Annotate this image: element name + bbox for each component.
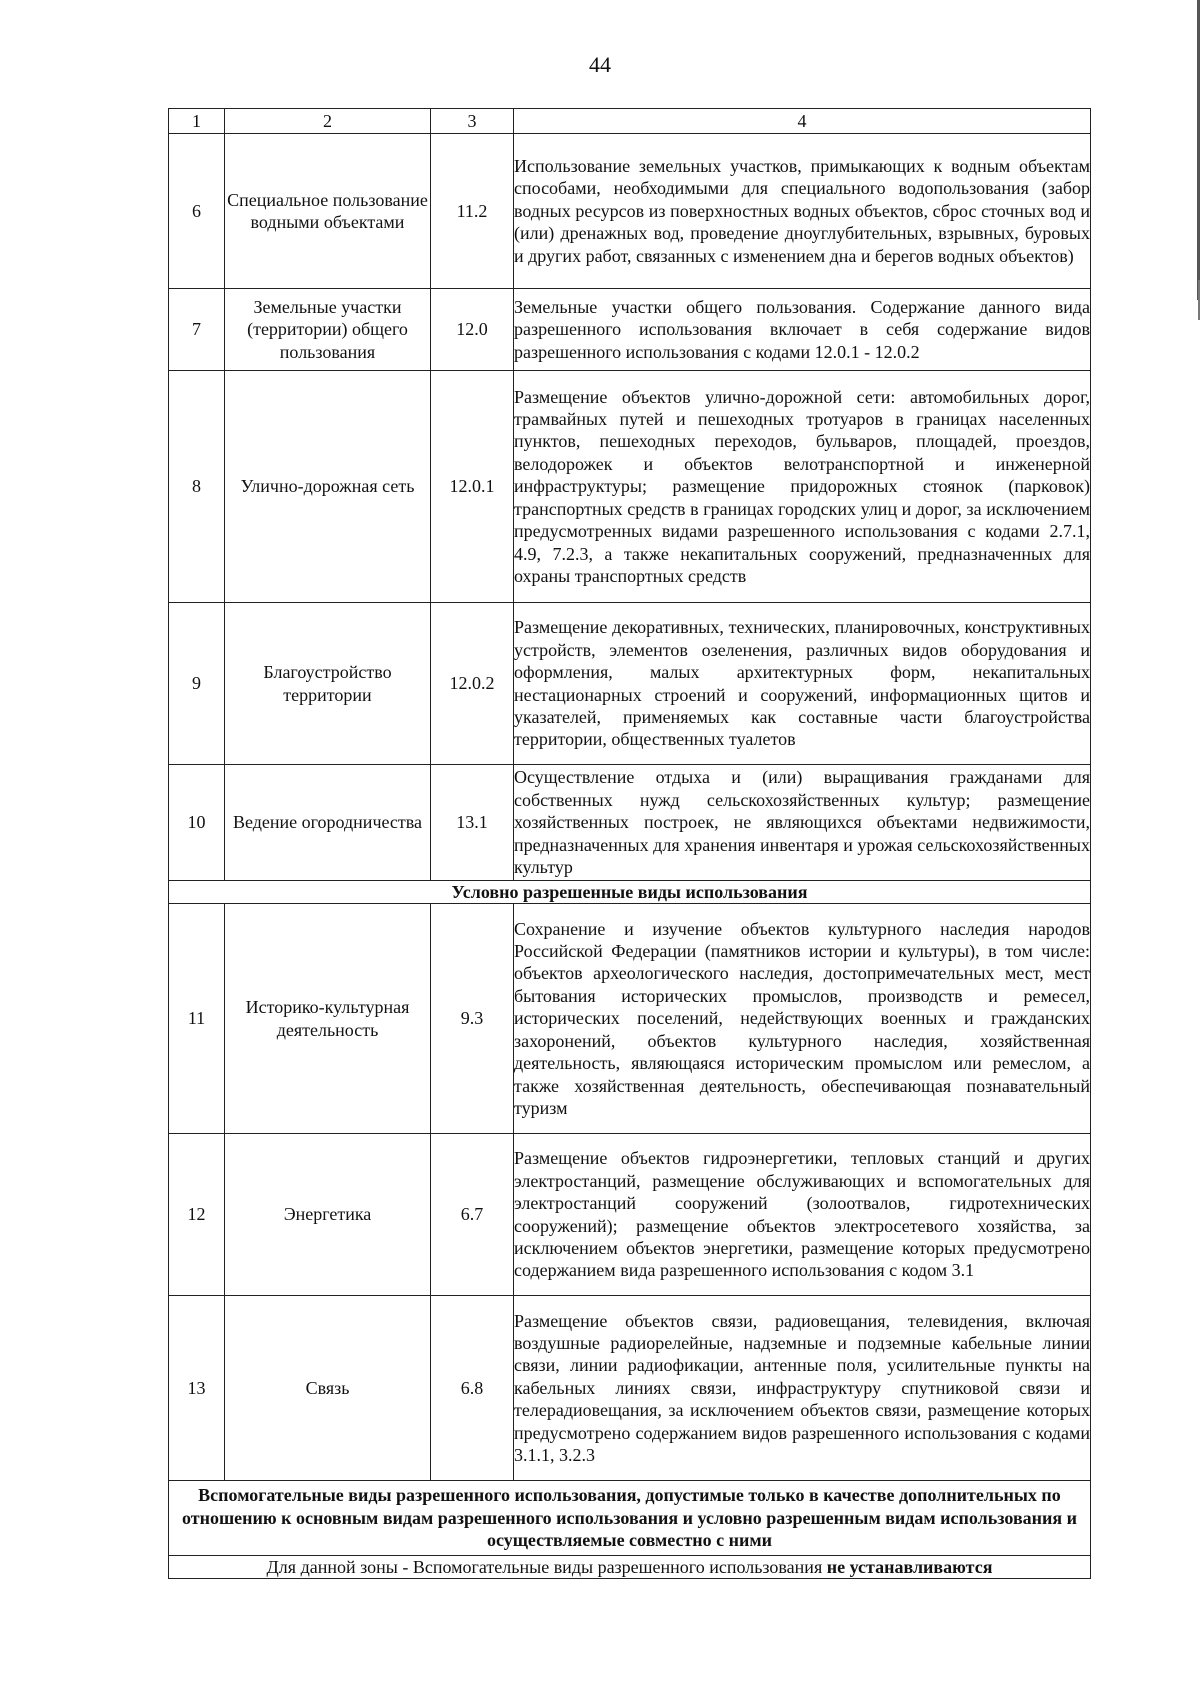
use-type-code: 12.0.2 — [431, 603, 514, 765]
auxiliary-note-emphasis: не устанавливаются — [826, 1556, 993, 1577]
use-type-description: Земельные участки общего пользования. Содержание данного вида разрешенного использования включает в себя содержание видов разрешенного использования с кодами 12.0.1 - 12.0.2 — [514, 289, 1091, 371]
row-number: 13 — [169, 1296, 225, 1481]
use-type-description: Сохранение и изучение объектов культурного наследия народов Российской Федерации (памятников истории и культуры), в том числе: объектов археологического наследия, достопримечательных мест, мест бытования исторических промыслов, производств и ремесел, исторических поселений, недействующих военных и гражданских захоронений, объектов культурного наследия, хозяйственная деятельность, являющаяся историческим промыслом или ремеслом, а также хозяйственная деятельность, обеспечивающая познавательный туризм — [514, 904, 1091, 1134]
use-type-description: Размещение объектов гидроэнергетики, тепловых станций и других электростанций, размещение обслуживающих и вспомогательных для электростанций сооружений (золоотвалов, гидротехнических сооружений); размещение объектов электросетевого хозяйства, за исключением объектов энергетики, размещение которых предусмотрено содержанием вида разрешенного использования с кодом 3.1 — [514, 1134, 1091, 1296]
use-type-name: Благоустройство территории — [225, 603, 431, 765]
auxiliary-note-text: Для данной зоны - Вспомогательные виды разрешенного использования — [266, 1556, 827, 1577]
use-type-name: Специальное пользование водными объектами — [225, 134, 431, 289]
row-number: 7 — [169, 289, 225, 371]
header-cell-1: 1 — [169, 109, 225, 134]
table-row — [169, 765, 1091, 881]
table-row — [169, 904, 1091, 1134]
table-row — [169, 1296, 1091, 1481]
use-type-code: 6.7 — [431, 1134, 514, 1296]
use-type-description: Размещение декоративных, технических, планировочных, конструктивных устройств, элементов озеленения, различных видов оборудования и оформления, малых архитектурных форм, некапитальных нестационарных строений и сооружений, информационных щитов и указателей, применяемых как составные части благоустройства территории, общественных туалетов — [514, 603, 1091, 765]
use-type-description: Размещение объектов улично-дорожной сети: автомобильных дорог, трамвайных путей и пешеходных тротуаров в границах населенных пунктов, пешеходных переходов, бульваров, площадей, проездов, велодорожек и объектов велотранспортной и инженерной инфраструктуры; размещение придорожных стоянок (парковок) транспортных средств в границах городских улиц и дорог, за исключением предусмотренных видами разрешенного использования с кодами 2.7.1, 4.9, 7.2.3, а также некапитальных сооружений, предназначенных для охраны транспортных средств — [514, 371, 1091, 603]
use-type-code: 6.8 — [431, 1296, 514, 1481]
use-type-name: Связь — [225, 1296, 431, 1481]
header-cell-3: 3 — [431, 109, 514, 134]
header-cell-4: 4 — [514, 109, 1091, 134]
row-number: 11 — [169, 904, 225, 1134]
use-type-name: Земельные участки (территории) общего пользования — [225, 289, 431, 371]
use-type-code: 9.3 — [431, 904, 514, 1134]
use-type-code: 12.0.1 — [431, 371, 514, 603]
row-number: 12 — [169, 1134, 225, 1296]
row-number: 6 — [169, 134, 225, 289]
use-type-description: Размещение объектов связи, радиовещания, телевидения, включая воздушные радиорелейные, надземные и подземные кабельные линии связи, линии радиофикации, антенные поля, усилительные пункты на кабельных линиях связи, инфраструктуру спутниковой связи и телерадиовещания, за исключением объектов связи, размещение которых предусмотрено содержанием видов разрешенного использования с кодами 3.1.1, 3.2.3 — [514, 1296, 1091, 1481]
auxiliary-section-row — [169, 1481, 1091, 1556]
conditional-section-title: Условно разрешенные виды использования — [169, 881, 1091, 904]
table-row — [169, 1134, 1091, 1296]
table-row — [169, 134, 1091, 289]
section-header-row — [169, 881, 1091, 904]
table-header-row — [169, 109, 1091, 134]
use-type-description: Использование земельных участков, примыкающих к водным объектам способами, необходимыми для специального водопользования (забор водных ресурсов из поверхностных водных объектов, сброс сточных вод и (или) дренажных вод, проведение дноуглубительных, взрывных, буровых и других работ, связанных с изменением дна и берегов водных объектов) — [514, 134, 1091, 289]
row-number: 9 — [169, 603, 225, 765]
use-type-description: Осуществление отдыха и (или) выращивания гражданами для собственных нужд сельскохозяйственных культур; размещение хозяйственных построек, не являющихся объектами недвижимости, предназначенных для хранения инвентаря и урожая сельскохозяйственных культур — [514, 765, 1091, 881]
use-type-code: 12.0 — [431, 289, 514, 371]
table-row — [169, 289, 1091, 371]
use-type-name: Ведение огородничества — [225, 765, 431, 881]
use-type-name: Историко-культурная деятельность — [225, 904, 431, 1134]
table-row — [169, 603, 1091, 765]
auxiliary-note — [169, 1555, 1091, 1578]
page-number: 44 — [589, 52, 611, 77]
use-type-code: 13.1 — [431, 765, 514, 881]
row-number: 8 — [169, 371, 225, 603]
row-number: 10 — [169, 765, 225, 881]
table-row — [169, 371, 1091, 603]
use-type-name: Энергетика — [225, 1134, 431, 1296]
use-type-name: Улично-дорожная сеть — [225, 371, 431, 603]
auxiliary-note-row — [169, 1555, 1091, 1578]
land-use-table — [168, 108, 1091, 1579]
header-cell-2: 2 — [225, 109, 431, 134]
auxiliary-section-title: Вспомогательные виды разрешенного использования, допустимые только в качестве дополнительных по отношению к основным видам разрешенного использования и условно разрешенным видам использования и осуществляемые совместно с ними — [169, 1481, 1091, 1556]
use-type-code: 11.2 — [431, 134, 514, 289]
